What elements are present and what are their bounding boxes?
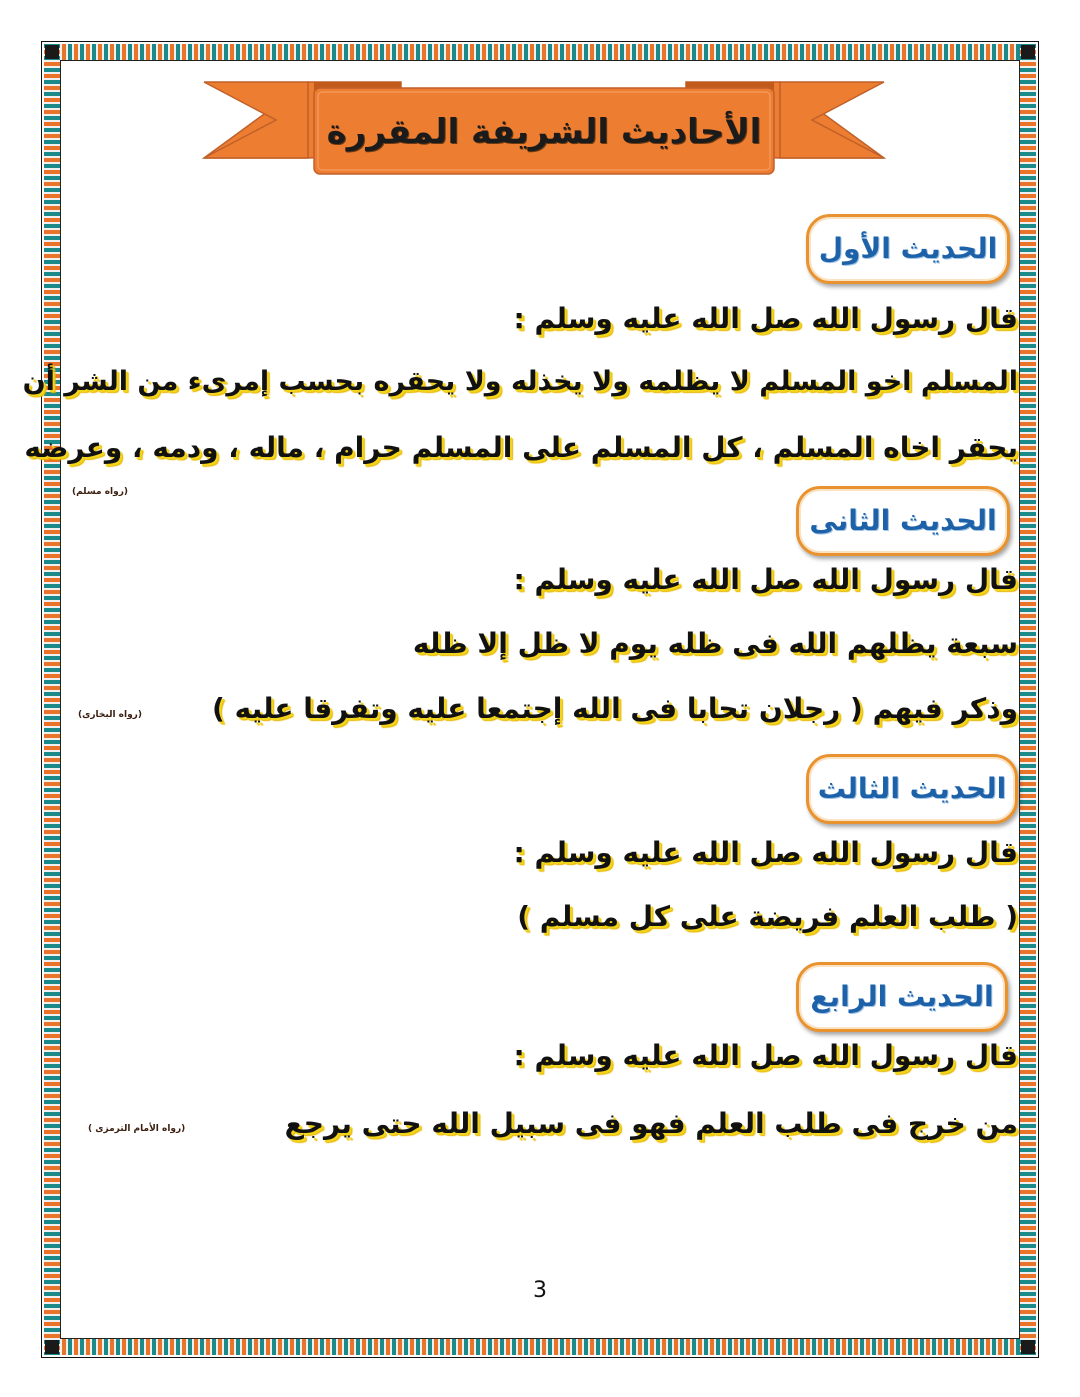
hadith-2-line-2: سبعة يظلهم الله فى ظله يوم لا ظل إلا ظله xyxy=(412,627,1018,660)
hadith-4-line-2: من خرج فى طلب العلم فهو فى سبيل الله حتى يرجع xyxy=(284,1107,1018,1140)
hadith-1-line-2: المسلم اخو المسلم لا يظلمه ولا يخذله ولا يحقره بحسب إمرىء من الشر أن xyxy=(22,366,1018,397)
hadith-2-reference: (رواه البخارى) xyxy=(78,710,142,720)
hadith-4-line-1: قال رسول الله صل الله عليه وسلم : xyxy=(513,1039,1018,1072)
frame-band-left xyxy=(44,44,60,1355)
corner-ornament xyxy=(45,1340,59,1354)
hadith-2-line-3: وذكر فيهم ( رجلان تحابا فى الله إجتمعا عليه وتفرقا عليه ) xyxy=(212,692,1018,725)
corner-ornament xyxy=(45,45,59,59)
frame-band-bottom xyxy=(44,1339,1036,1355)
hadith-1-line-1: قال رسول الله صل الله عليه وسلم : xyxy=(513,302,1018,335)
page-title: الأحاديث الشريفة المقررة xyxy=(326,112,762,152)
frame-band-right xyxy=(1020,44,1036,1355)
hadith-3-line-1: قال رسول الله صل الله عليه وسلم : xyxy=(513,836,1018,869)
hadith-1-line-3: يحقر اخاه المسلم ، كل المسلم على المسلم حرام ، ماله ، ودمه ، وعرضه xyxy=(24,431,1018,464)
hadith-heading-2: الحديث الثانى xyxy=(796,486,1010,556)
hadith-heading-1: الحديث الأول xyxy=(806,214,1010,284)
hadith-4-reference: (رواه الأمام الترمزى ) xyxy=(88,1124,186,1134)
hadith-3-line-2: ( طلب العلم فريضة على كل مسلم ) xyxy=(517,900,1018,933)
page-number: 3 xyxy=(533,1278,547,1303)
hadith-heading-4: الحديث الرابع xyxy=(796,962,1008,1032)
corner-ornament xyxy=(1021,45,1035,59)
hadith-1-reference: (رواه مسلم) xyxy=(72,487,128,497)
corner-ornament xyxy=(1021,1340,1035,1354)
frame-band-horizontal xyxy=(44,44,1036,60)
hadith-2-line-1: قال رسول الله صل الله عليه وسلم : xyxy=(513,563,1018,596)
hadith-heading-3: الحديث الثالث xyxy=(806,754,1018,824)
